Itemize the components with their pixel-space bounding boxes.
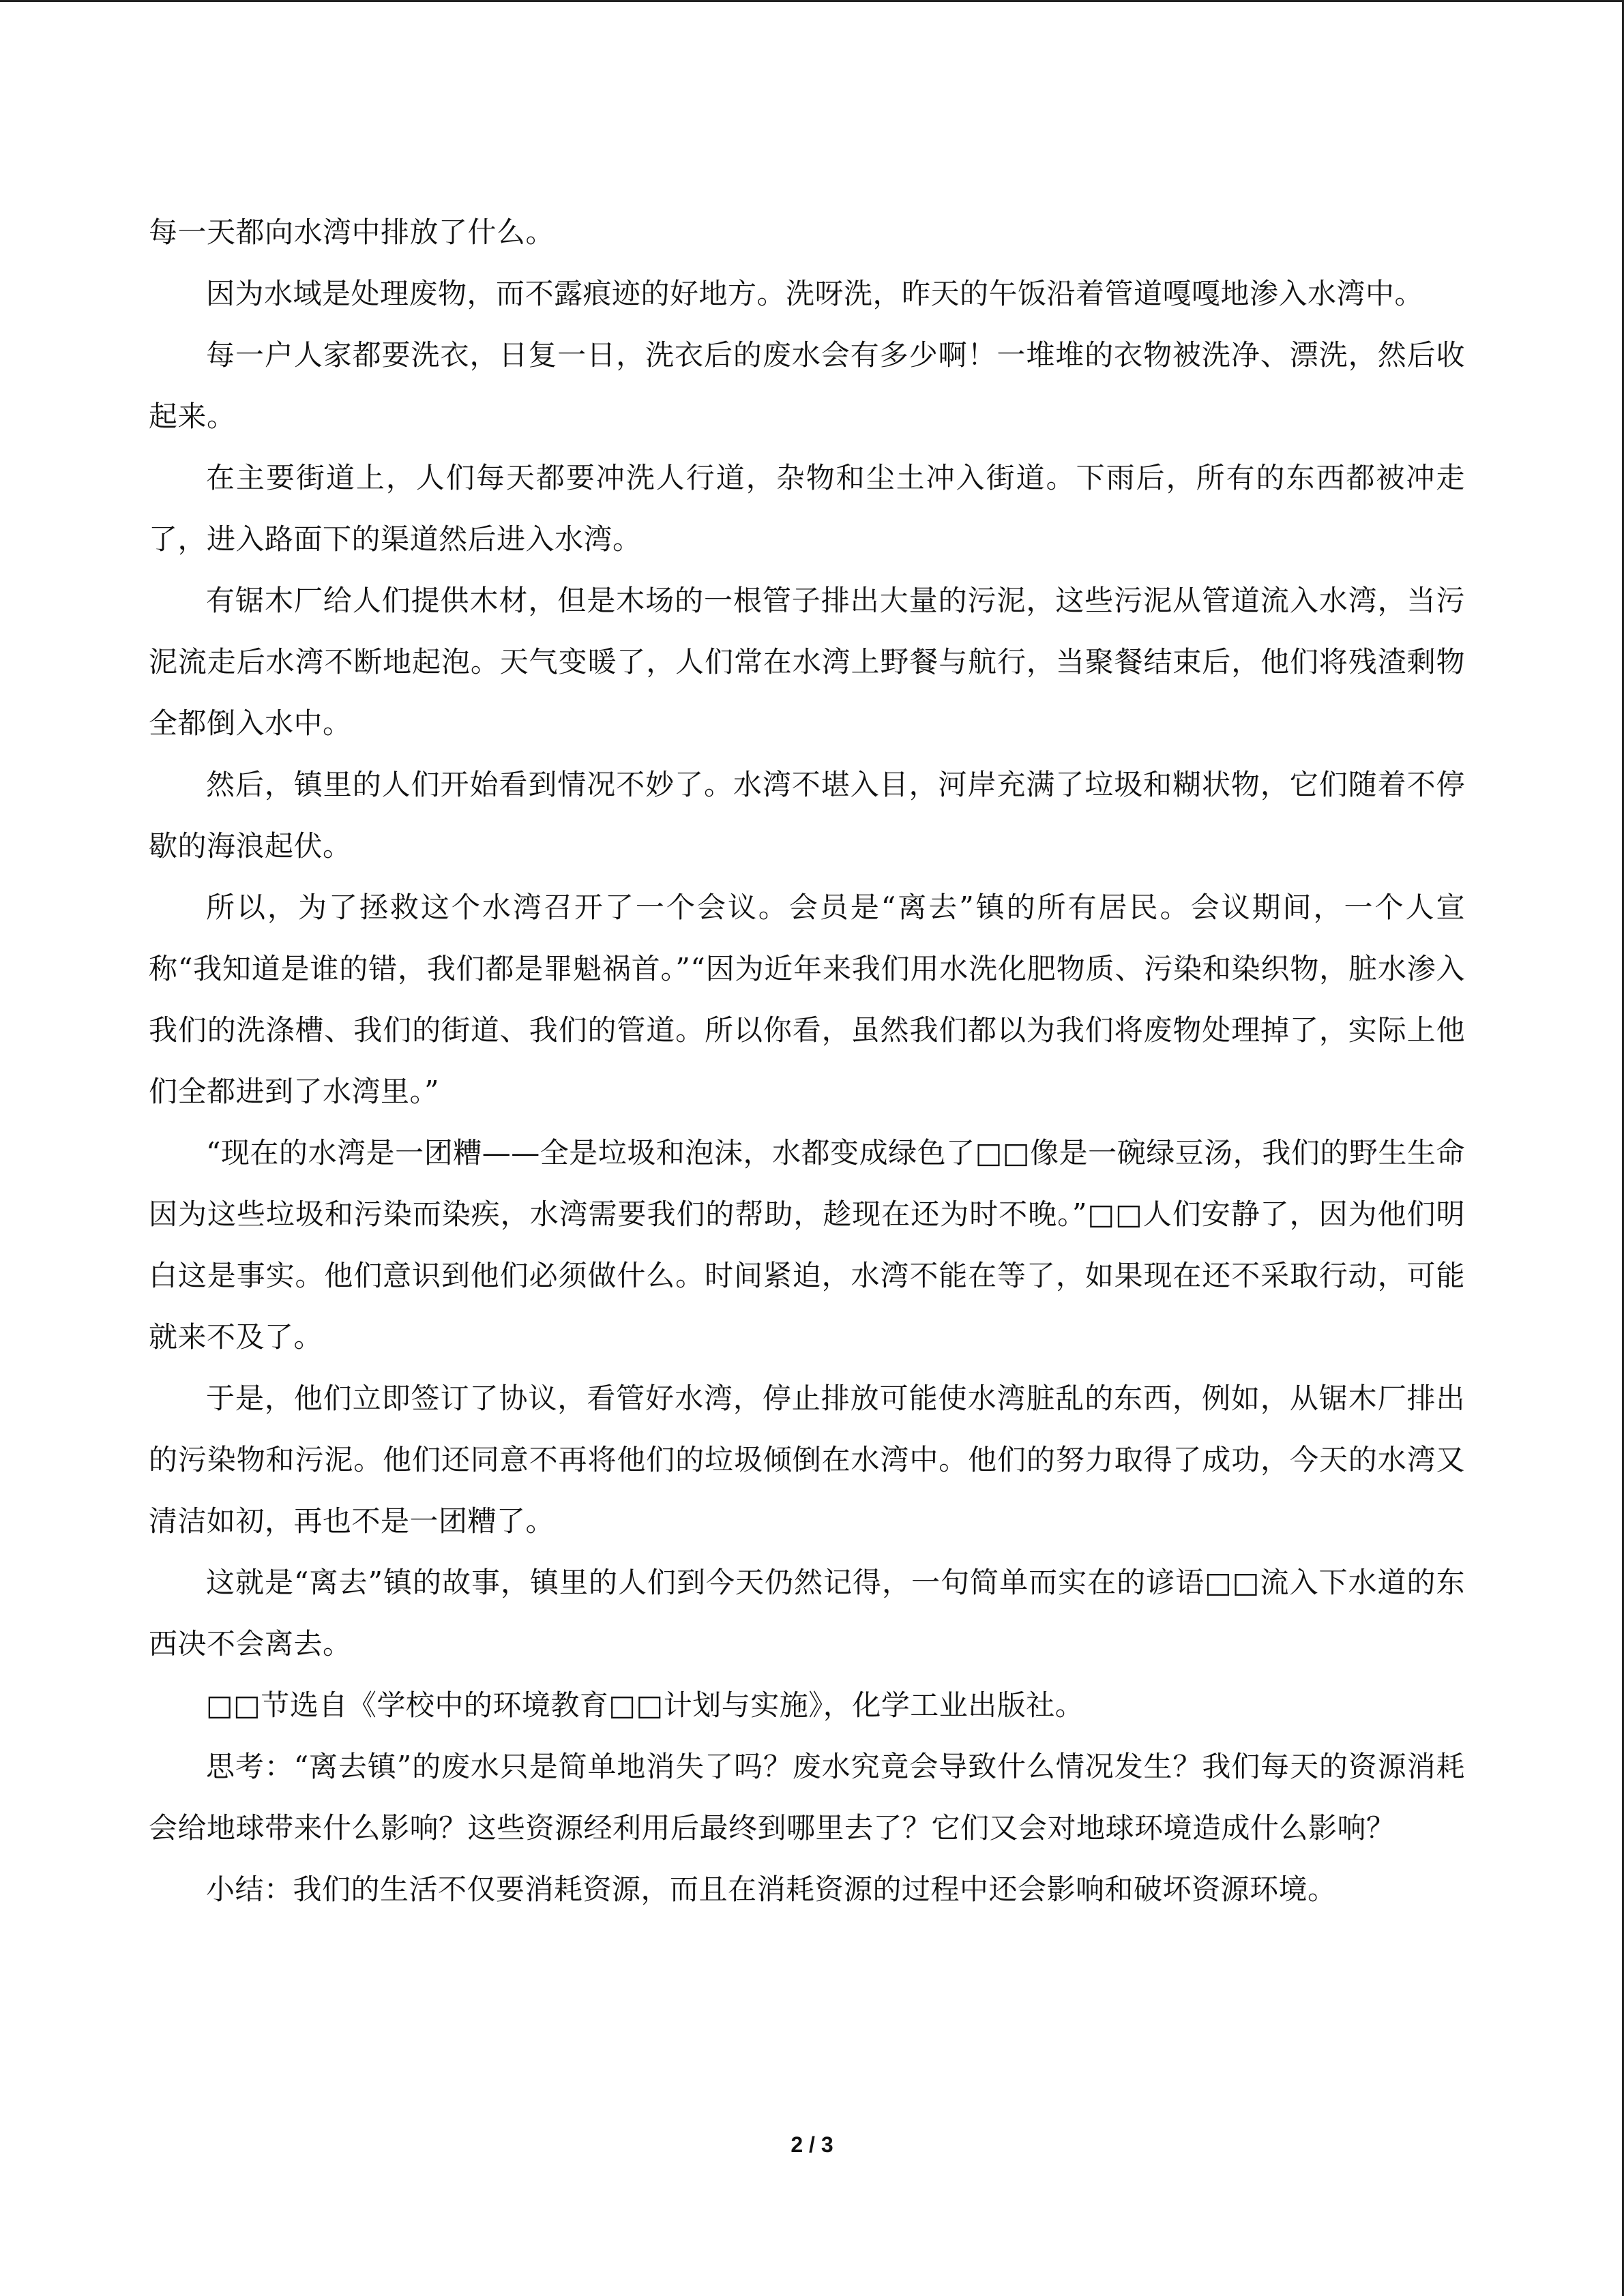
paragraph-laundry: 每一户人家都要洗衣，日复一日，洗衣后的废水会有多少啊！一堆堆的衣物被洗净、漂洗，然后收起来。	[149, 338, 1465, 433]
paragraph-meeting: 所以，为了拯救这个水湾召开了一个会议。会员是“离去”镇的所有居民。会议期间，一个人宣称“我知道是谁的错，我们都是罪魁祸首。”“因为近年来我们用水洗化肥物质、污染和染织物，脏水渗入我们的洗涤槽、我们的街道、我们的管道。所以你看，虽然我们都以为我们将废物处理掉了，实际上他们全都进到了水湾里。”	[149, 891, 1465, 1108]
paragraph-summary: 小结：我们的生活不仅要消耗资源，而且在消耗资源的过程中还会影响和破坏资源环境。	[206, 1873, 1337, 1906]
paragraph-proverb: 这就是“离去”镇的故事，镇里的人们到今天仍然记得，一句简单而实在的谚语□□流入下水道的东西决不会离去。	[149, 1566, 1465, 1660]
document-body	[149, 202, 1465, 1920]
paragraph-bad-situation: 然后，镇里的人们开始看到情况不妙了。水湾不堪入目，河岸充满了垃圾和糊状物，它们随着不停歇的海浪起伏。	[149, 768, 1465, 863]
page-number: 2 / 3	[791, 2132, 833, 2157]
paragraph-think: 思考：“离去镇”的废水只是简单地消失了吗？废水究竟会导致什么情况发生？我们每天的资源消耗会给地球带来什么影响？这些资源经利用后最终到哪里去了？它们又会对地球环境造成什么影响？	[149, 1750, 1465, 1845]
paragraph-continuation: 每一天都向水湾中排放了什么。	[149, 215, 555, 249]
paragraph-source: □□节选自《学校中的环境教育□□计划与实施》，化学工业出版社。	[206, 1688, 1084, 1722]
paragraph-water-disposal: 因为水域是处理废物，而不露痕迹的好地方。洗呀洗，昨天的午饭沿着管道嘎嘎地渗入水湾中。	[206, 277, 1424, 310]
paragraph-street-washing: 在主要街道上，人们每天都要冲洗人行道，杂物和尘土冲入街道。下雨后，所有的东西都被冲走了，进入路面下的渠道然后进入水湾。	[149, 461, 1465, 556]
paragraph-agreement: 于是，他们立即签订了协议，看管好水湾，停止排放可能使水湾脏乱的东西，例如，从锯木厂排出的污染物和污泥。他们还同意不再将他们的垃圾倾倒在水湾中。他们的努力取得了成功，今天的水湾又清洁如初，再也不是一团糟了。	[149, 1382, 1465, 1538]
paragraph-quote-mess: “现在的水湾是一团糟——全是垃圾和泡沫，水都变成绿色了□□像是一碗绿豆汤，我们的野生生命因为这些垃圾和污染而染疾，水湾需要我们的帮助，趁现在还为时不晚。”□□人们安静了，因为他们明白这是事实。他们意识到他们必须做什么。时间紧迫，水湾不能在等了，如果现在还不采取行动，可能就来不及了。	[149, 1136, 1465, 1354]
paragraph-sawmill: 有锯木厂给人们提供木材，但是木场的一根管子排出大量的污泥，这些污泥从管道流入水湾，当污泥流走后水湾不断地起泡。天气变暖了，人们常在水湾上野餐与航行，当聚餐结束后，他们将残渣剩物全都倒入水中。	[149, 584, 1465, 740]
